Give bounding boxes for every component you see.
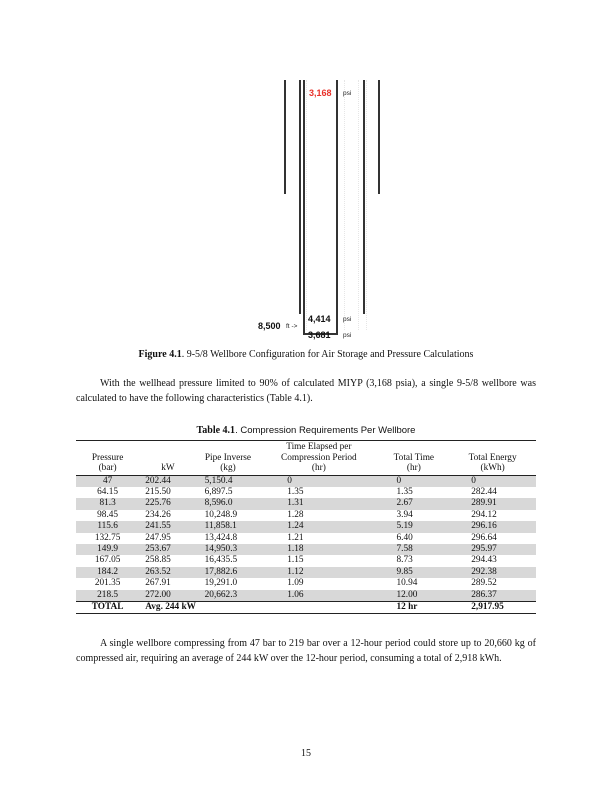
total-energy: 2,917.95: [449, 601, 536, 613]
production-casing-right: [336, 80, 338, 334]
table-cell: 289.52: [449, 578, 536, 589]
header-pipe-inverse: Pipe Inverse: [204, 452, 252, 463]
table-row: [76, 567, 536, 578]
table-caption-label: Table 4.1: [196, 425, 236, 436]
table-cell: 19,291.0: [197, 578, 260, 589]
table-cell: 294.43: [449, 555, 536, 566]
header-total-energy-unit: (kWh): [449, 463, 536, 475]
figure-caption-label: Figure 4.1: [138, 349, 182, 360]
table-cell: 1.12: [259, 567, 378, 578]
header-pressure-unit: (bar): [76, 463, 139, 475]
table-cell: 289.91: [449, 498, 536, 509]
inner-casing-right: [363, 80, 365, 314]
table-cell: 98.45: [76, 510, 139, 521]
header-time-elapsed-unit: (hr): [259, 463, 378, 475]
table-cell: 6.40: [378, 533, 449, 544]
table-row: [76, 590, 536, 602]
table-cell: 234.26: [139, 510, 196, 521]
page-number: 15: [301, 748, 311, 759]
table-cell: 149.9: [76, 544, 139, 555]
header-pipe-inverse-unit: (kg): [197, 463, 260, 475]
table-cell: 6,897.5: [197, 487, 260, 498]
table-cell: 267.91: [139, 578, 196, 589]
table-cell: 1.15: [259, 555, 378, 566]
bottom-pressure-value-2: 3,681: [308, 330, 331, 340]
table-cell: 1.35: [378, 487, 449, 498]
table-cell: 2.67: [378, 498, 449, 509]
diagram-guide-line: [366, 80, 367, 330]
table-cell: 1.31: [259, 498, 378, 509]
table-cell: 132.75: [76, 533, 139, 544]
table-cell: 7.58: [378, 544, 449, 555]
inner-casing-left: [299, 80, 301, 314]
bottom-pressure-value-1: 4,414: [308, 314, 331, 324]
table-caption: [0, 425, 612, 436]
table-cell: 0: [259, 475, 378, 487]
total-time: 12 hr: [378, 601, 449, 613]
table-cell: 17,882.6: [197, 567, 260, 578]
figure-caption: [0, 349, 612, 360]
header-time-elapsed-2: Compression Period: [281, 452, 357, 463]
table-cell: 115.6: [76, 521, 139, 532]
header-kw: kW: [139, 463, 196, 475]
figure-caption-text: . 9-5/8 Wellbore Configuration for Air Storage and Pressure Calculations: [181, 349, 474, 360]
paragraph-intro: With the wellhead pressure limited to 90% of calculated MIYP (3,168 psia), a single 9-5/8 wellbore was calculated to have the following characteristics (Table 4.1).: [76, 378, 536, 404]
production-casing-left: [303, 80, 305, 334]
table-cell: 64.15: [76, 487, 139, 498]
table-cell: 1.18: [259, 544, 378, 555]
table-cell: 201.35: [76, 578, 139, 589]
table-row: [76, 475, 536, 487]
depth-unit: ft ->: [286, 323, 298, 330]
table-cell: 215.50: [139, 487, 196, 498]
table-cell: 3.94: [378, 510, 449, 521]
compression-table: [76, 440, 536, 614]
table-cell: 20,662.3: [197, 590, 260, 602]
table-cell: 1.24: [259, 521, 378, 532]
depth-value: 8,500: [258, 321, 281, 331]
table-cell: 13,424.8: [197, 533, 260, 544]
diagram-guide-line: [306, 80, 307, 330]
table-cell: 12.00: [378, 590, 449, 602]
bottom-pressure-unit-2: psi: [343, 332, 352, 339]
table-row: [76, 544, 536, 555]
diagram-guide-line: [358, 80, 359, 330]
table-cell: 0: [378, 475, 449, 487]
header-total-time: Total Time: [393, 452, 435, 463]
table-cell: 9.85: [378, 567, 449, 578]
table-cell: 253.67: [139, 544, 196, 555]
table-cell: 294.12: [449, 510, 536, 521]
table-cell: 1.28: [259, 510, 378, 521]
table-cell: 1.21: [259, 533, 378, 544]
table-cell: 47: [76, 475, 139, 487]
table-row: [76, 498, 536, 509]
table-cell: 218.5: [76, 590, 139, 602]
table-cell: 0: [449, 475, 536, 487]
table-cell: 14,950.3: [197, 544, 260, 555]
header-pressure: Pressure: [91, 452, 124, 463]
diagram-guide-line: [344, 80, 345, 330]
table-row: [76, 555, 536, 566]
table-cell: 1.09: [259, 578, 378, 589]
table-cell: 8.73: [378, 555, 449, 566]
header-time-elapsed-1: Time Elapsed per: [259, 441, 378, 453]
table-row: [76, 510, 536, 521]
table-row: [76, 487, 536, 498]
table-cell: 10.94: [378, 578, 449, 589]
table-total-row: [76, 601, 536, 613]
table-cell: 225.76: [139, 498, 196, 509]
table-cell: 81.3: [76, 498, 139, 509]
table-row: [76, 521, 536, 532]
wellhead-pressure-unit: psi: [343, 90, 352, 97]
total-kw: Avg. 244 kW: [139, 601, 259, 613]
table-cell: 202.44: [139, 475, 196, 487]
table-row: [76, 533, 536, 544]
table-cell: 16,435.5: [197, 555, 260, 566]
table-cell: 5,150.4: [197, 475, 260, 487]
table-cell: 282.44: [449, 487, 536, 498]
table-cell: 1.06: [259, 590, 378, 602]
table-row: [76, 578, 536, 589]
outer-casing-right: [378, 80, 380, 194]
table-cell: 1.35: [259, 487, 378, 498]
header-total-time-unit: (hr): [378, 463, 449, 475]
paragraph-summary: A single wellbore compressing from 47 bar to 219 bar over a 12-hour period could store up to 20,660 kg of compressed air, requiring an average of 244 kW over the 12-hour period, consuming a total of 2,918 kWh.: [76, 638, 536, 664]
table-cell: 272.00: [139, 590, 196, 602]
table-cell: 286.37: [449, 590, 536, 602]
table-cell: 5.19: [378, 521, 449, 532]
table-cell: 11,858.1: [197, 521, 260, 532]
table-cell: 263.52: [139, 567, 196, 578]
table-cell: 296.64: [449, 533, 536, 544]
table-cell: 296.16: [449, 521, 536, 532]
table-caption-text: . Compression Requirements Per Wellbore: [235, 425, 416, 436]
table-cell: 241.55: [139, 521, 196, 532]
header-total-energy: Total Energy: [468, 452, 517, 463]
table-cell: 184.2: [76, 567, 139, 578]
table-cell: 167.05: [76, 555, 139, 566]
table-cell: 8,596.0: [197, 498, 260, 509]
table-cell: 258.85: [139, 555, 196, 566]
table-cell: 247.95: [139, 533, 196, 544]
total-label: TOTAL: [76, 601, 139, 613]
table-cell: 295.97: [449, 544, 536, 555]
wellhead-pressure-value: 3,168: [309, 88, 332, 98]
table-cell: 292.38: [449, 567, 536, 578]
table-cell: 10,248.9: [197, 510, 260, 521]
outer-casing-left: [284, 80, 286, 194]
bottom-pressure-unit-1: psi: [343, 316, 352, 323]
